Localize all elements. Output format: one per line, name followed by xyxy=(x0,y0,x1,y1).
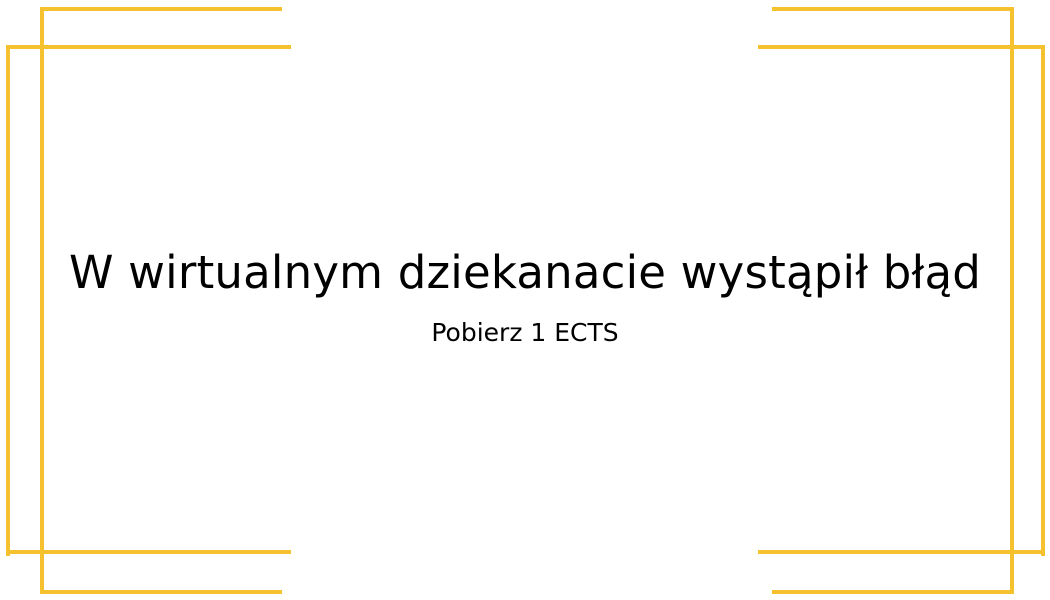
frame-line xyxy=(6,45,291,49)
frame-line xyxy=(40,7,282,11)
download-ects-link[interactable]: Pobierz 1 ECTS xyxy=(0,316,1050,350)
frame-line xyxy=(772,7,1014,11)
frame-line xyxy=(772,590,1014,594)
frame-line xyxy=(758,45,1045,49)
frame-line xyxy=(6,550,291,554)
frame-line xyxy=(40,590,282,594)
error-title: W wirtualnym dziekanacie wystąpił błąd xyxy=(68,246,982,299)
frame-line xyxy=(758,550,1045,554)
